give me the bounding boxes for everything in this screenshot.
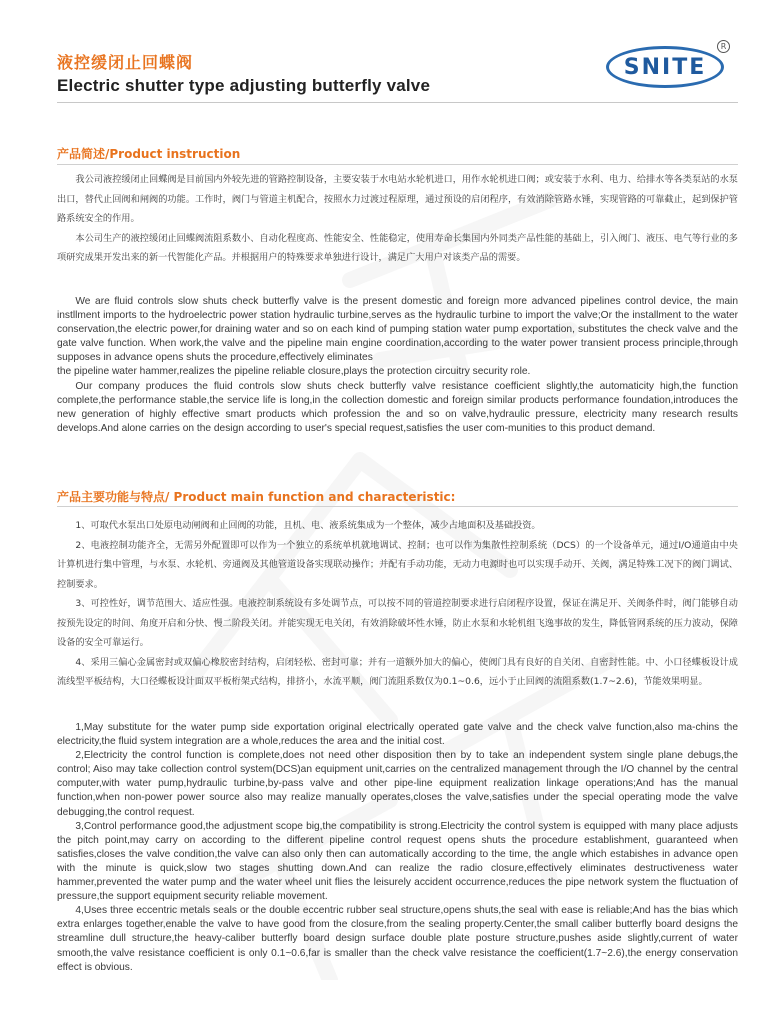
paragraph: 4,Uses three eccentric metals seals or the double eccentric rubber seal structure,opens shuts,the seal with ease is reliable;And has the bias which extra enlarges together,enable the valve to have good from the closure,from the sealing property.Center,the small caliber butterfly board designs the streamline dull structure,the heavy-caliber butterfly board design surface double plate posture structure,pushes aside slightly,current of water smooth,the valve resistance coefficient is only 0.1~0.6,far is smaller than the check valve resistance the coefficient(1.7~2.6),the energy conservation effect is obvious. bbox=[57, 905, 738, 973]
registered-mark: R bbox=[717, 40, 730, 53]
features-en-text bbox=[57, 721, 738, 975]
paragraph: 2,Electricity the control function is complete,does not need other disposition then by to take an independent system single plane debugs,the control; Aiso may take collection control system(DCS)an equipment unit,carries on the centralized management through the I/O channel by the central computer,with water pump,hydraulic turbine,by-pass valve and other pipe-line equipment realization linkage operations;And has the manual function,when non-power power source also may realize manually operates,closes the valve,satisfies under the special operating mode the valve debugging,the control request. bbox=[57, 750, 738, 818]
paragraph: 4、采用三偏心金属密封或双偏心橡胶密封结构，启闭轻松、密封可靠；并有一道额外加大的偏心，使阀门具有良好的自关闭、自密封性能。中、小口径蝶板设计成流线型平板结构，大口径蝶板设计面双平板桁架式结构，排挤小，水流平顺，阀门流阻系数仅为0.1~0.6，远小于止回阀的流阻系数(1.7~2.6)，节能效果明显。 bbox=[57, 656, 738, 687]
paragraph: We are fluid controls slow shuts check butterfly valve is the present domestic and foreign more advanced pipelines control device, the main instllment imports to the hydroelectric power station hydraulic turbine,serves as the hydraulic turbine to import the valve;Or the installment to the water conservation,the electric power,for draining water and so on each kind of pumping station water pump exportation, substitutes the check valve and the gate valve function. When work,the valve and the pipeline main engine coordination,according to the water power transient process principle,through supposes in advance opens shuts the procedure,effectively eliminates bbox=[57, 296, 738, 364]
page-title-cn: 液控缓闭止回蝶阀 bbox=[57, 53, 194, 72]
features-cn-text bbox=[57, 516, 738, 692]
intro-en-text bbox=[57, 295, 738, 436]
paragraph: Our company produces the fluid controls slow shuts check butterfly valve resistance coefficient slightly,the automaticity high,the function complete,the performance stable,the service life is long,in the collection domestic and foreign similar products performance foundation,introduces the new generation of highly effective smart products which profession the and so on valve,hydraulic pressure, electricity many research results develops.And alone carries on the design according to user's special request,satisfies the user com-munities to this product demand. bbox=[57, 380, 738, 434]
header-divider bbox=[57, 102, 738, 103]
section-heading-features: 产品主要功能与特点/ Product main function and characteristic: bbox=[57, 490, 456, 504]
intro-cn-text bbox=[57, 170, 738, 268]
paragraph: 3,Control performance good,the adjustment scope big,the compatibility is strong.Electricity the control system is equipped with many place adjusts the pitch point,may carry on according to the different pipeline control request opens shuts the procedure establishment, guaranteed when satisfies,closes the valve condition,the valve can also only then can automatically according to the time, the angle which estabishes in advance open with the minute is quick,slow two stages shutting down.And can realize the radio closure,effectively eliminates destructiveness water hammer,prevented the water pump and the water wheel unit flies the leisurely accident occurrence,reduces the pipe network system the fluctuation of pressure,the support equipment security reliable movement. bbox=[57, 820, 738, 903]
section-divider bbox=[57, 506, 738, 507]
page-title-en: Electric shutter type adjusting butterfly valve bbox=[57, 76, 431, 95]
logo-text: SNITE bbox=[623, 54, 707, 80]
paragraph: 本公司生产的液控缓闭止回蝶阀流阻系数小、自动化程度高、性能安全、性能稳定，使用寿命长集国内外同类产品性能的基础上，引入阀门、液压、电气等行业的多项研究成果开发出来的新一代智能化产品。并根据用户的特殊要求单独进行设计，满足广大用户对该类产品的需要。 bbox=[57, 232, 738, 263]
section-divider bbox=[57, 164, 738, 165]
paragraph: 2、电液控制功能齐全，无需另外配置即可以作为一个独立的系统单机就地调试、控制；也可以作为集散性控制系统（DCS）的一个设备单元，通过I/O通道由中央计算机进行集中管理，与水泵、水轮机、旁通阀及其他管道设备实现联动操作；并配有手动功能，无动力电源时也可以实现手动开、关阀，满足特殊工况下的阀门调试、控制要求。 bbox=[57, 539, 738, 590]
brand-logo bbox=[606, 42, 730, 92]
logo-oval bbox=[606, 46, 724, 88]
paragraph: 我公司液控缓闭止回蝶阀是目前国内外较先进的管路控制设备，主要安装于水电站水轮机进口，用作水轮机进口阀；或安装于水利、电力、给排水等各类泵站的水泵出口，替代止回阀和闸阀的功能。工作时，阀门与管道主机配合，按照水力过渡过程原理，通过预设的启闭程序，有效消除管路水锤，实现管路的可靠截止，起到保护管路系统安全的作用。 bbox=[57, 174, 738, 224]
paragraph: the pipeline water hammer,realizes the pipeline reliable closure,plays the protection circuitry security role. bbox=[57, 366, 531, 378]
paragraph: 1、可取代水泵出口处原电动闸阀和止回阀的功能，且机、电、液系统集成为一个整体，减少占地面积及基础投资。 bbox=[75, 520, 541, 531]
paragraph: 3、可控性好，调节范围大、适应性强。电液控制系统设有多处调节点，可以按不同的管道控制要求进行启闭程序设置，保证在满足开、关阀条件时，阀门能够自动按预先设定的时间、角度开启和分快、慢二阶段关闭。并能实现无电关闭，有效消除破坏性水锤，防止水泵和水轮机组飞逸事故的发生，降低管网系统的压力波动，保障设备的安全可靠运行。 bbox=[57, 598, 738, 648]
section-heading-intro: 产品简述/Product instruction bbox=[57, 147, 241, 161]
paragraph: 1,May substitute for the water pump side exportation original electrically operated gate valve and the check valve function,also ma-chins the electricity,the fluid system integration are a whole,reduces the area and the initial cost. bbox=[57, 722, 738, 748]
